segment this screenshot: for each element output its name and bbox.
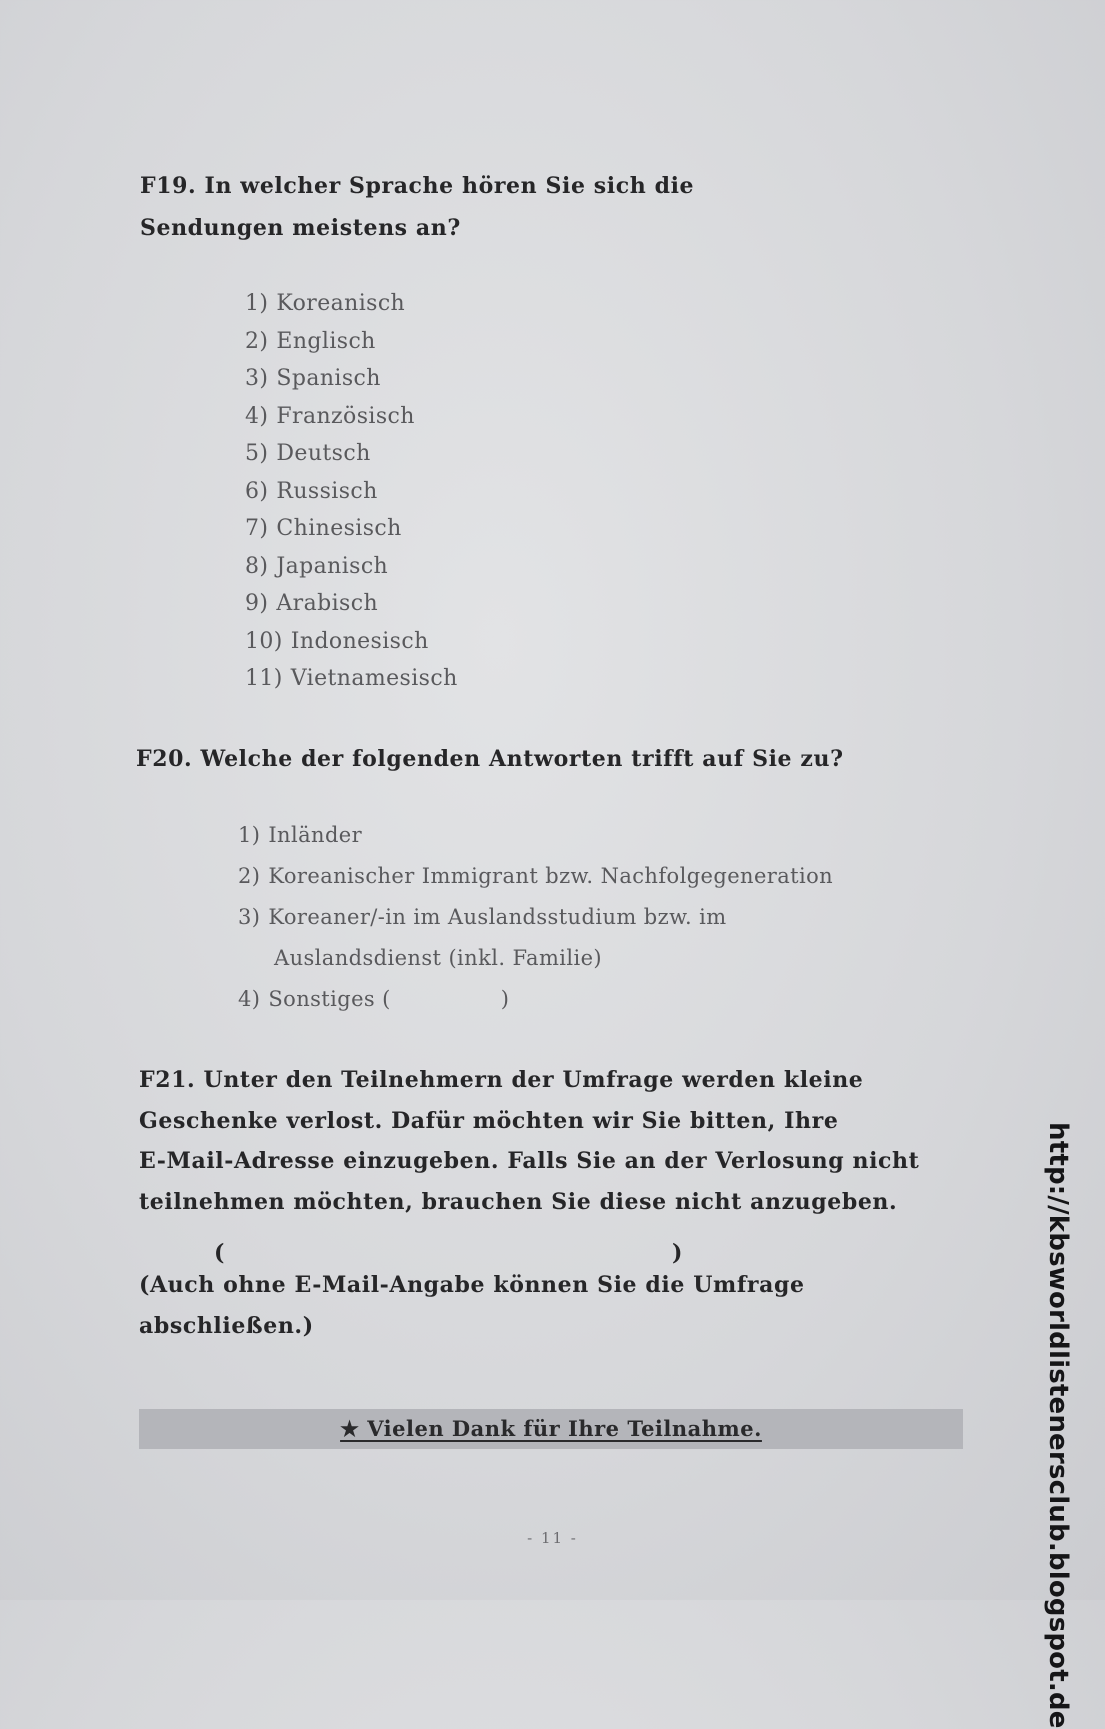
option-number: 1): [238, 823, 261, 847]
option-number: 3): [238, 905, 261, 929]
question-f19-line-2: Sendungen meistens an?: [140, 215, 461, 241]
question-f21-line-2: Geschenke verlost. Dafür möchten wir Sie bitten, Ihre: [139, 1107, 839, 1134]
f20-option-1[interactable]: [238, 815, 833, 856]
question-f21-line-4: teilnehmen möchten, brauchen Sie diese nicht anzugeben.: [139, 1188, 898, 1215]
f20-option-3[interactable]: [238, 897, 833, 938]
option-label: Indonesisch: [290, 628, 429, 654]
f19-option-8[interactable]: [245, 548, 458, 586]
f19-option-1[interactable]: [245, 285, 458, 323]
blog-watermark: http://kbsworldlistenersclub.blogspot.de: [1043, 1122, 1073, 1729]
f19-option-10[interactable]: [245, 623, 458, 661]
option-number: 11): [245, 666, 283, 691]
option-number: 4): [238, 987, 261, 1011]
thanks-text: ★ Vielen Dank für Ihre Teilnahme.: [340, 1416, 762, 1441]
option-number: 9): [245, 591, 269, 616]
f20-options-list: [238, 815, 833, 1020]
f20-option-2[interactable]: [238, 856, 833, 897]
question-f21-line-1: F21. Unter den Teilnehmern der Umfrage werden kleine: [139, 1067, 864, 1093]
f21-note-line-1: (Auch ohne E-Mail-Angabe können Sie die Umfrage: [139, 1272, 805, 1298]
option-label: Sonstiges (: [268, 987, 391, 1011]
f20-option-4[interactable]: [238, 979, 833, 1020]
option-label: Japanisch: [276, 553, 389, 579]
f21-note: [139, 1265, 805, 1346]
other-answer-close-paren: ): [500, 987, 510, 1011]
question-f20-text: F20. Welche der folgenden Antworten trifft auf Sie zu?: [136, 746, 844, 772]
option-label: Vietnamesisch: [290, 666, 458, 691]
f19-option-5[interactable]: [245, 435, 458, 473]
option-label: Deutsch: [276, 441, 371, 466]
option-label: Französisch: [276, 403, 415, 429]
option-label: Englisch: [276, 328, 376, 354]
option-number: 6): [245, 478, 269, 504]
option-number: 2): [238, 864, 261, 888]
option-label: Russisch: [276, 478, 378, 504]
option-number: 4): [245, 403, 269, 429]
option-number: 3): [245, 366, 269, 391]
f19-option-2[interactable]: [245, 323, 458, 361]
option-number: 8): [245, 553, 269, 579]
f19-option-9[interactable]: [245, 585, 458, 623]
f19-option-4[interactable]: [245, 398, 458, 436]
option-label: Spanisch: [276, 366, 381, 391]
f19-option-11[interactable]: [245, 660, 458, 698]
f21-note-line-2: abschließen.): [139, 1312, 314, 1339]
option-label: Chinesisch: [276, 516, 402, 541]
option-label: Koreaner/-in im Auslandsstudium bzw. im: [268, 905, 727, 929]
option-label: Koreanischer Immigrant bzw. Nachfolgegeneration: [268, 864, 834, 888]
option-number: 5): [245, 441, 269, 466]
f19-options-list: [245, 285, 458, 698]
option-number: 2): [245, 328, 269, 354]
option-number: 1): [245, 291, 269, 316]
email-close-paren: ): [672, 1240, 683, 1266]
option-label: Koreanisch: [276, 291, 406, 316]
option-label: Arabisch: [276, 591, 379, 616]
page-number: - 11 -: [527, 1529, 578, 1547]
question-f20: [136, 738, 844, 780]
thanks-banner: [139, 1409, 963, 1449]
question-f21-line-3: E-Mail-Adresse einzugeben. Falls Sie an der Verlosung nicht: [139, 1148, 920, 1174]
question-f19-line-1: F19. In welcher Sprache hören Sie sich die: [140, 173, 695, 199]
option-number: 10): [245, 628, 283, 654]
f19-option-6[interactable]: [245, 473, 458, 511]
option-number: 7): [245, 516, 269, 541]
f19-option-3[interactable]: [245, 360, 458, 398]
question-f19: [140, 165, 694, 249]
question-f21: [139, 1060, 919, 1222]
email-open-paren: (: [214, 1240, 225, 1266]
f20-option-3-continuation: Auslandsdienst (inkl. Familie): [274, 946, 603, 970]
option-label: Inländer: [268, 823, 363, 847]
f19-option-7[interactable]: [245, 510, 458, 548]
